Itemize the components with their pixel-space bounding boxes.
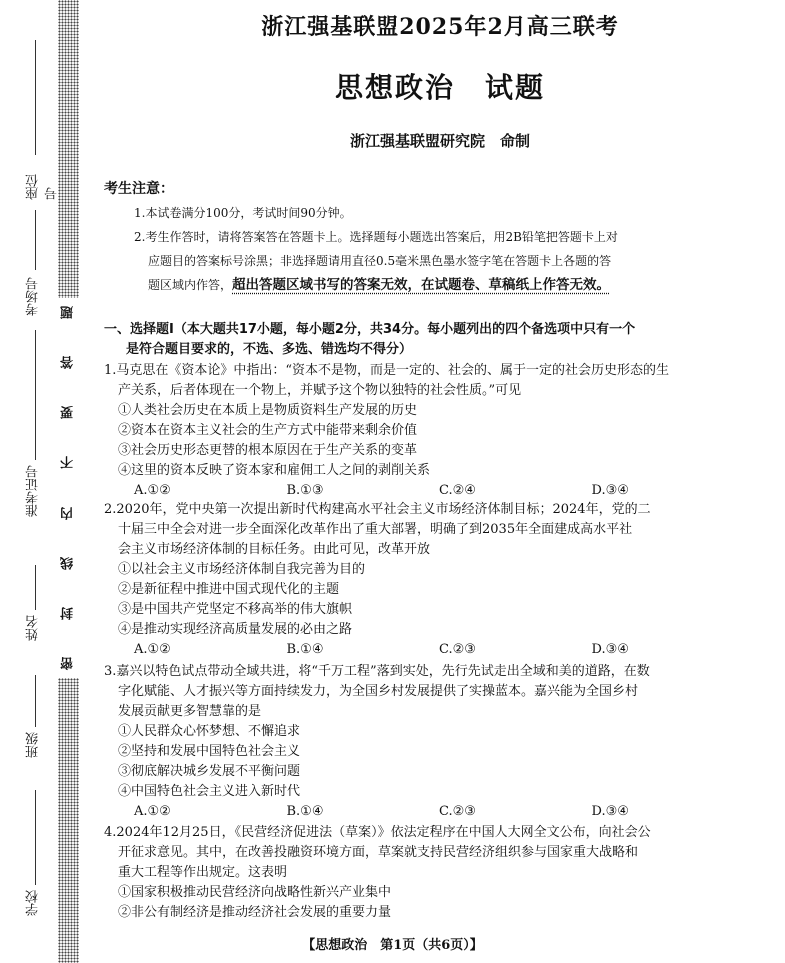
fill-line — [35, 675, 36, 727]
question-4 — [104, 823, 744, 923]
question-3 — [104, 662, 744, 822]
statement-item: ③社会历史形态更替的根本原因在于生产关系的变革 — [118, 443, 418, 458]
option-a: A.①② — [134, 483, 171, 498]
notice-line: 题区域内作答， — [148, 278, 233, 292]
fill-line — [35, 210, 36, 270]
statement-item: ④中国特色社会主义进入新时代 — [118, 784, 301, 799]
fill-line — [35, 330, 36, 460]
fill-line — [35, 40, 36, 155]
question-2 — [104, 500, 744, 660]
answer-options — [104, 802, 744, 822]
seal-char: 线 — [61, 556, 76, 570]
statement-item: ③是中国共产党坚定不移高举的伟大旗帜 — [118, 602, 353, 617]
question-stem-line: 产关系，后者体现在一个物上，并赋予这个物以独特的社会性质。”可见 — [118, 383, 522, 398]
admission-number-field[interactable] — [24, 330, 48, 555]
statement-item: ③彻底解决城乡发展不平衡问题 — [118, 764, 301, 779]
statement-item: ④是推动实现经济高质量发展的必由之路 — [118, 622, 353, 637]
field-label: 准考证号 — [26, 465, 41, 517]
statement-item: ①人类社会历史在本质上是物质资料生产发展的历史 — [118, 403, 418, 418]
question-1 — [104, 361, 744, 501]
seal-char: 封 — [61, 606, 76, 620]
statement-item: ②是新征程中推进中国式现代化的主题 — [118, 582, 340, 597]
exam-room-field[interactable] — [24, 210, 48, 320]
option-a: A.①② — [134, 804, 171, 819]
field-label: 座位号 — [26, 174, 60, 200]
statement-item: ②坚持和发展中国特色社会主义 — [118, 744, 301, 759]
notice-line: 1.本试卷满分100分，考试时间90分钟。 — [134, 206, 352, 220]
answer-options — [104, 640, 744, 660]
seal-char: 密 — [61, 656, 76, 670]
section-line: 是符合题目要求的，不选、多选、错选均不得分） — [126, 342, 413, 357]
seal-line-text — [58, 298, 79, 678]
question-stem-line: 十届三中全会对进一步全面深化改革作出了重大部署，明确了到2035年全面建成高水平社 — [118, 522, 633, 537]
notice-emphasis: 超出答题区域书写的答案无效，在试题卷、草稿纸上作答无效。 — [232, 277, 611, 293]
name-field[interactable] — [24, 565, 48, 665]
seal-char: 要 — [61, 406, 76, 420]
option-b: B.①④ — [286, 642, 324, 657]
question-stem-line: 4.2024年12月25日，《民营经济促进法（草案）》依法定程序在中国人大网全文公布，向社会公 — [104, 825, 651, 840]
seal-char: 内 — [61, 506, 76, 520]
question-stem-line: 2.2020年，党中央第一次提出新时代构建高水平社会主义市场经济体制目标；2024年，党的二 — [104, 502, 651, 517]
subject-title: 思想政治 试题 — [334, 71, 545, 104]
question-stem-line: 1.马克思在《资本论》中指出：“资本不是物，而是一定的、社会的、属于一定的社会历史形态的生 — [104, 363, 670, 378]
issuer-line: 浙江强基联盟研究院 命制 — [349, 132, 530, 150]
field-label: 姓名 — [26, 615, 41, 641]
option-c: C.②③ — [439, 804, 476, 819]
option-d: D.③④ — [591, 804, 629, 819]
option-d: D.③④ — [591, 483, 629, 498]
option-c: C.②③ — [439, 642, 476, 657]
question-stem-line: 开征求意见。其中，在改善投融资环境方面，草案就支持民营经济组织参与国家重大战略和 — [118, 845, 639, 860]
question-stem-line: 发展贡献更多智慧靠的是 — [118, 704, 262, 719]
section-heading — [104, 320, 744, 360]
question-stem-line: 3.嘉兴以特色试点带动全域共进，将“千万工程”落到实处，先行先试走出全域和美的道路，在数 — [104, 664, 650, 679]
exam-title: 浙江强基联盟2025年2月高三联考 — [261, 14, 619, 40]
option-c: C.②④ — [439, 483, 476, 498]
statement-item: ①人民群众心怀梦想、不懈追求 — [118, 724, 301, 739]
fill-line — [35, 565, 36, 610]
statement-item: ④这里的资本反映了资本家和雇佣工人之间的剥削关系 — [118, 463, 431, 478]
question-stem-line: 会主义市场经济体制的目标任务。由此可见，改革开放 — [118, 542, 431, 557]
option-a: A.①② — [134, 642, 171, 657]
seal-char: 答 — [61, 356, 76, 370]
statement-item: ①国家积极推动民营经济向战略性新兴产业集中 — [118, 885, 392, 900]
statement-item: ②资本在资本主义社会的生产方式中能带来剩余价值 — [118, 423, 418, 438]
answer-options — [104, 481, 744, 501]
option-b: B.①④ — [286, 804, 324, 819]
statement-item: ②非公有制经济是推动经济社会发展的重要力量 — [118, 905, 392, 920]
field-label: 班级 — [26, 732, 41, 758]
question-stem-line: 重大工程等作出规定。这表明 — [118, 865, 288, 880]
question-stem-line: 字化赋能、人才振兴等方面持续发力，为全国乡村发展提供了实操蓝本。嘉兴能为全国乡村 — [118, 684, 639, 699]
notice-body — [104, 201, 734, 297]
notice-heading: 考生注意： — [104, 181, 174, 197]
seat-number-field[interactable] — [24, 40, 60, 200]
statement-item: ①以社会主义市场经济体制自我完善为目的 — [118, 562, 366, 577]
seal-char: 题 — [61, 306, 76, 319]
notice-line: 应题目的答案标号涂黑；非选择题请用直径0.5毫米黑色墨水签字笔在答题卡上各题的答 — [148, 254, 612, 268]
option-d: D.③④ — [591, 642, 629, 657]
seal-char: 不 — [61, 456, 76, 470]
notice-line: 2.考生作答时，请将答案答在答题卡上。选择题每小题选出答案后，用2B铅笔把答题卡上对 — [134, 230, 618, 244]
option-b: B.①③ — [286, 483, 324, 498]
fill-line — [35, 790, 36, 885]
section-line: 一、选择题Ⅰ（本大题共17小题，每小题2分，共34分。每小题列出的四个备选项中只有一个 — [104, 322, 636, 337]
class-field[interactable] — [24, 675, 48, 775]
field-label: 学校 — [26, 890, 41, 916]
field-label: 考场号 — [26, 277, 41, 316]
school-field[interactable] — [24, 790, 48, 940]
page-footer: 【思想政治 第1页（共6页）】 — [302, 938, 483, 953]
